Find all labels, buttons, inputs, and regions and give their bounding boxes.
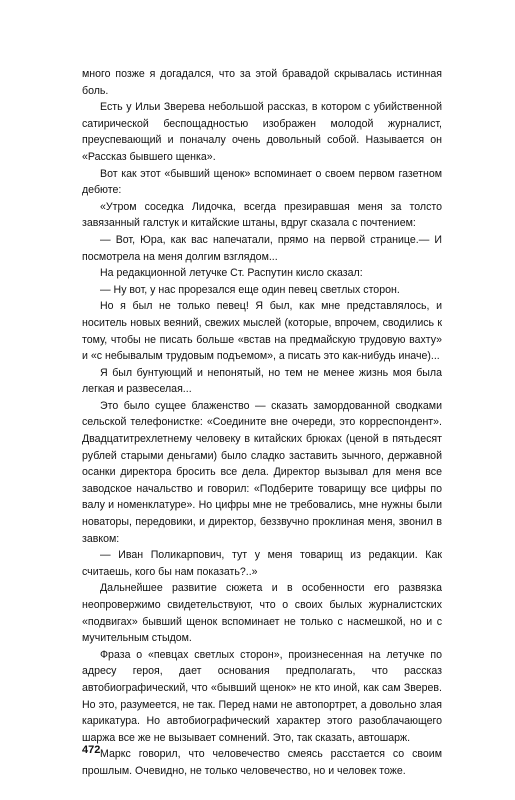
page-text — [82, 66, 442, 780]
paragraph-7: — Ну вот, у нас прорезался еще один певец светлых сторон. — [100, 283, 400, 296]
paragraph-2: Есть у Ильи Зверева небольшой рассказ, в котором с убийственной сатирической беспощадностью изображен молодой журналист, преуспевающий и поначалу очень довольный собой. Называется он «Рассказ бывшего щенка». — [82, 101, 442, 163]
paragraph-4: «Утром соседка Лидочка, всегда презиравшая меня за толсто завязанный галстук и китайские штаны, вдруг сказала с почтением: — [82, 200, 442, 230]
page-number: 472 — [82, 744, 101, 756]
paragraph-5: — Вот, Юра, как вас напечатали, прямо на первой странице.— И посмотрела на меня долгим взглядом... — [82, 233, 442, 263]
paragraph-13: Фраза о «певцах светлых сторон», произнесенная на летучке по адресу героя, дает основания предполагать, что рассказ автобиографический, что «бывший щенок» не кто иной, как сам Зверев. Но это, разумеется, не так. Перед нами не автопортрет, а довольно злая карикатура. Но автобиографический характер этого разоблачающего шаржа все же не вызывает сомнений. Это, так сказать, автошарж. — [82, 648, 442, 744]
paragraph-11: — Иван Поликарпович, тут у меня товарищ из редакции. Как считаешь, кого бы нам показать?..» — [82, 549, 442, 578]
paragraph-3: Вот как этот «бывший щенок» вспоминает о своем первом газетном дебюте: — [82, 167, 442, 197]
paragraph-9: Я был бунтующий и непонятый, но тем не менее жизнь моя была легкая и развеселая... — [82, 366, 442, 396]
paragraph-1: много позже я догадался, что за этой бравадой скрывалась истинная боль. — [82, 68, 442, 97]
paragraph-10: Это было сущее блаженство — сказать замордованной сводками сельской телефонистке: «Соедините вне очереди, это корреспондент». Двадцатитрехлетнему человеку в китайских брюках (ценой в пятьдесят рублей старыми деньгами) было сладко заставить зычного, державной осанки директора бросить все дела. Директор вызывал для меня все заводское начальство и говорил: «Подберите товарищу все цифры по валу и номенклатуре». Но цифры мне не требовались, мне нужны были новаторы, передовики, и директор, беззвучно проклиная меня, звонил в завком: — [82, 399, 442, 545]
paragraph-6: На редакционной летучке Ст. Распутин кисло сказал: — [100, 267, 363, 280]
paragraph-14: Маркс говорил, что человечество смеясь расстается со своим прошлым. Очевидно, не только человечество, но и человек тоже. — [82, 748, 442, 777]
paragraph-12: Дальнейшее развитие сюжета и в особенности его развязка неопровержимо свидетельствуют, что о своих былых журналистских «подвигах» бывший щенок вспоминает не только с насмешкой, но и с мучительным стыдом. — [82, 582, 442, 645]
paragraph-8: Но я был не только певец! Я был, как мне представлялось, и носитель новых веяний, свежих мыслей (которые, впрочем, сводились к тому, чтобы не писать больше «встав на предмайскую трудовую вахту» и «с небывалым трудовым подъемом», а писать это как-нибудь иначе)... — [82, 300, 442, 363]
